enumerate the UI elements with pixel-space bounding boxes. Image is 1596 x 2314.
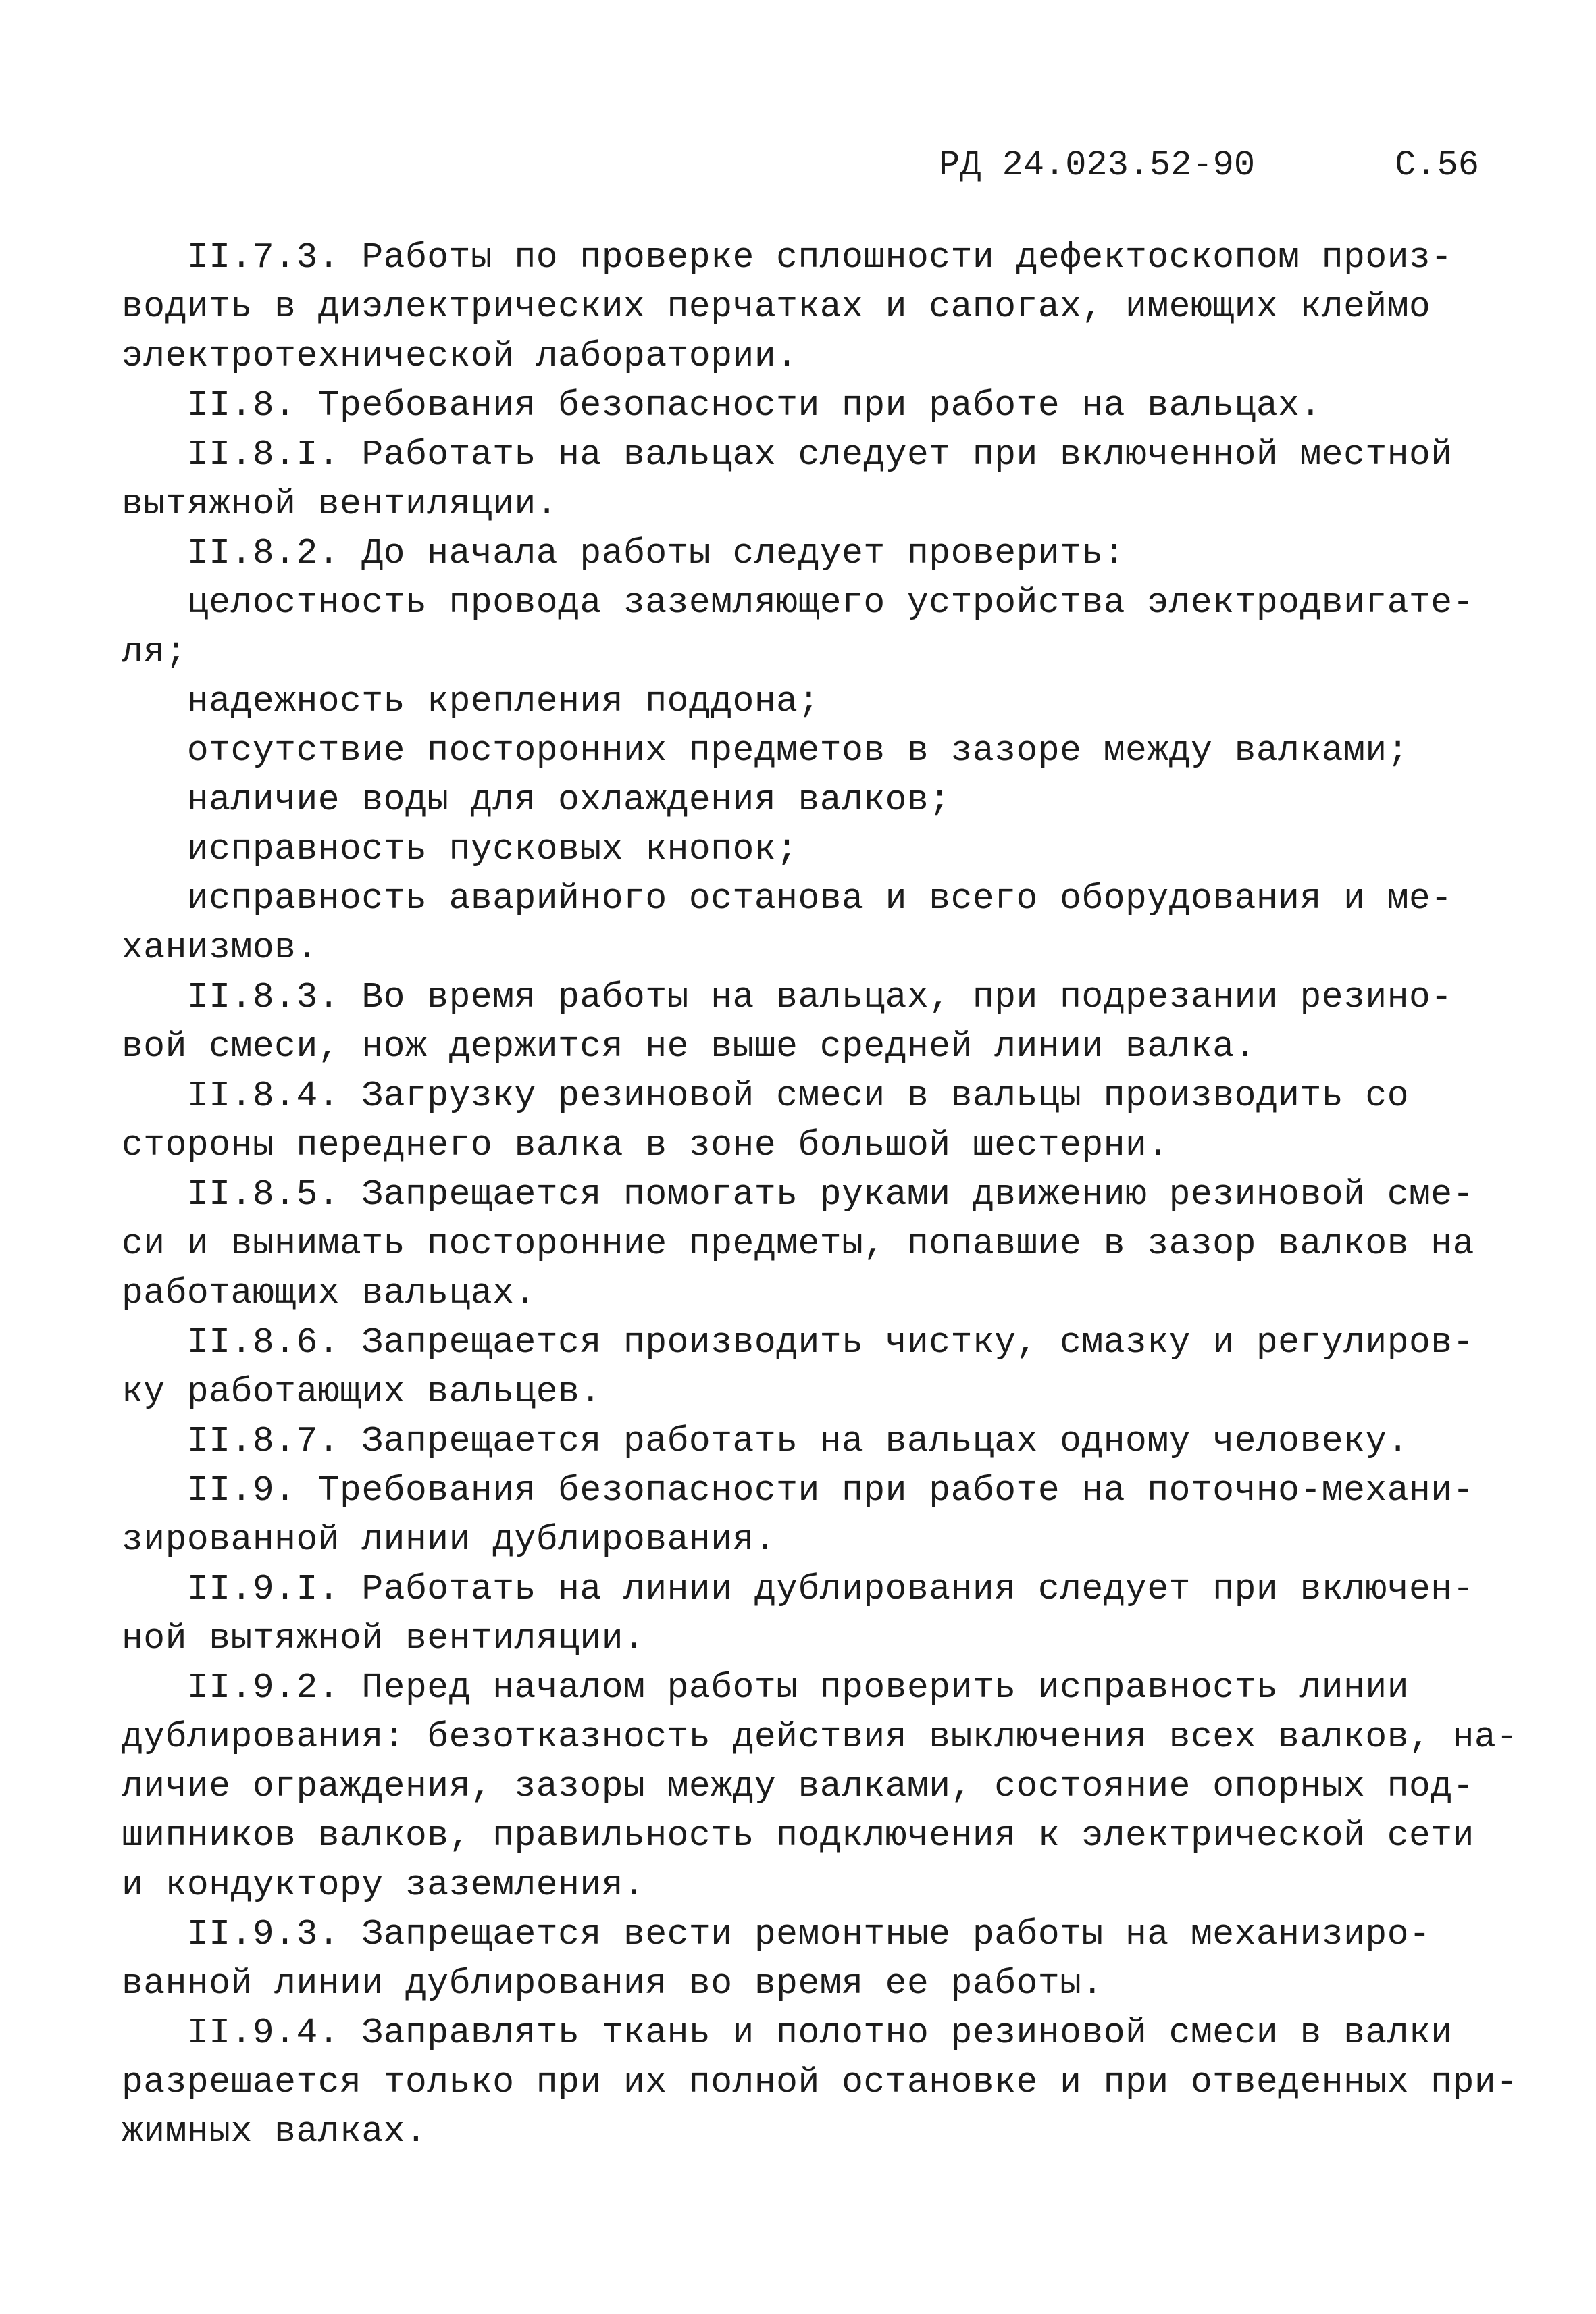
text-line: ля; <box>122 632 187 672</box>
text-line: II.8.I. Работать на вальцах следует при включенной местной <box>122 434 1453 475</box>
text-line: II.8.4. Загрузку резиновой смеси в вальцы производить со <box>122 1076 1410 1116</box>
text-line: вытяжной вентиляции. <box>122 484 559 524</box>
text-line: II.9.4. Заправлять ткань и полотно резиновой смеси в валки <box>122 2013 1453 2053</box>
text-line: II.8.2. До начала работы следует проверить: <box>122 533 1126 574</box>
text-line: дублирования: безотказность действия выключения всех валков, на- <box>122 1717 1518 1757</box>
text-line: II.8.5. Запрещается помогать руками движению резиновой сме- <box>122 1174 1474 1215</box>
text-line: исправность пусковых кнопок; <box>122 829 798 870</box>
document-code: РД 24.023.52-90 <box>939 145 1256 185</box>
text-line: водить в диэлектрических перчатках и сапогах, имеющих клеймо <box>122 286 1431 327</box>
text-line: электротехнической лаборатории. <box>122 336 798 376</box>
text-line: II.8.7. Запрещается работать на вальцах одному человеку. <box>122 1421 1410 1461</box>
text-line: II.9. Требования безопасности при работе на поточно-механи- <box>122 1470 1474 1511</box>
text-line: стороны переднего валка в зоне большой шестерни. <box>122 1125 1169 1165</box>
text-line: II.8.6. Запрещается производить чистку, смазку и регулиров- <box>122 1322 1474 1363</box>
text-line: ханизмов. <box>122 928 318 968</box>
text-line: II.9.2. Перед началом работы проверить исправность линии <box>122 1667 1410 1708</box>
text-line: II.8.3. Во время работы на вальцах, при подрезании резино- <box>122 977 1453 1017</box>
text-line: ной вытяжной вентиляции. <box>122 1618 646 1659</box>
body-text <box>122 233 1518 2157</box>
text-line: II.9.3. Запрещается вести ремонтные работы на механизиро- <box>122 1914 1431 1955</box>
text-line: наличие воды для охлаждения валков; <box>122 780 951 820</box>
text-line: работающих вальцах. <box>122 1273 536 1313</box>
text-line: и кондуктору заземления. <box>122 1865 646 1905</box>
text-line: шипников валков, правильность подключения к электрической сети <box>122 1815 1474 1856</box>
text-line: вой смеси, нож держится не выше средней линии валка. <box>122 1026 1256 1067</box>
text-line: ванной линии дублирования во время ее работы. <box>122 1963 1104 2004</box>
text-line: разрешается только при их полной остановке и при отведенных при- <box>122 2062 1518 2103</box>
text-line: жимных валках. <box>122 2111 428 2152</box>
text-line: надежность крепления поддона; <box>122 681 820 722</box>
text-line: отсутствие посторонних предметов в зазоре между валками; <box>122 730 1410 771</box>
page-header <box>939 139 1479 193</box>
text-line: целостность провода заземляющего устройства электродвигате- <box>122 582 1474 623</box>
text-line: си и вынимать посторонние предметы, попавшие в зазор валков на <box>122 1224 1474 1264</box>
page-number: С.56 <box>1395 145 1479 185</box>
text-line: II.8. Требования безопасности при работе на вальцах. <box>122 385 1322 426</box>
text-line: II.7.3. Работы по проверке сплошности дефектоскопом произ- <box>122 237 1453 278</box>
text-line: исправность аварийного останова и всего оборудования и ме- <box>122 878 1453 919</box>
text-line: II.9.I. Работать на линии дублирования следует при включен- <box>122 1569 1474 1609</box>
text-line: зированной линии дублирования. <box>122 1519 777 1560</box>
text-line: ку работающих вальцев. <box>122 1372 602 1412</box>
text-line: личие ограждения, зазоры между валками, состояние опорных под- <box>122 1766 1474 1807</box>
